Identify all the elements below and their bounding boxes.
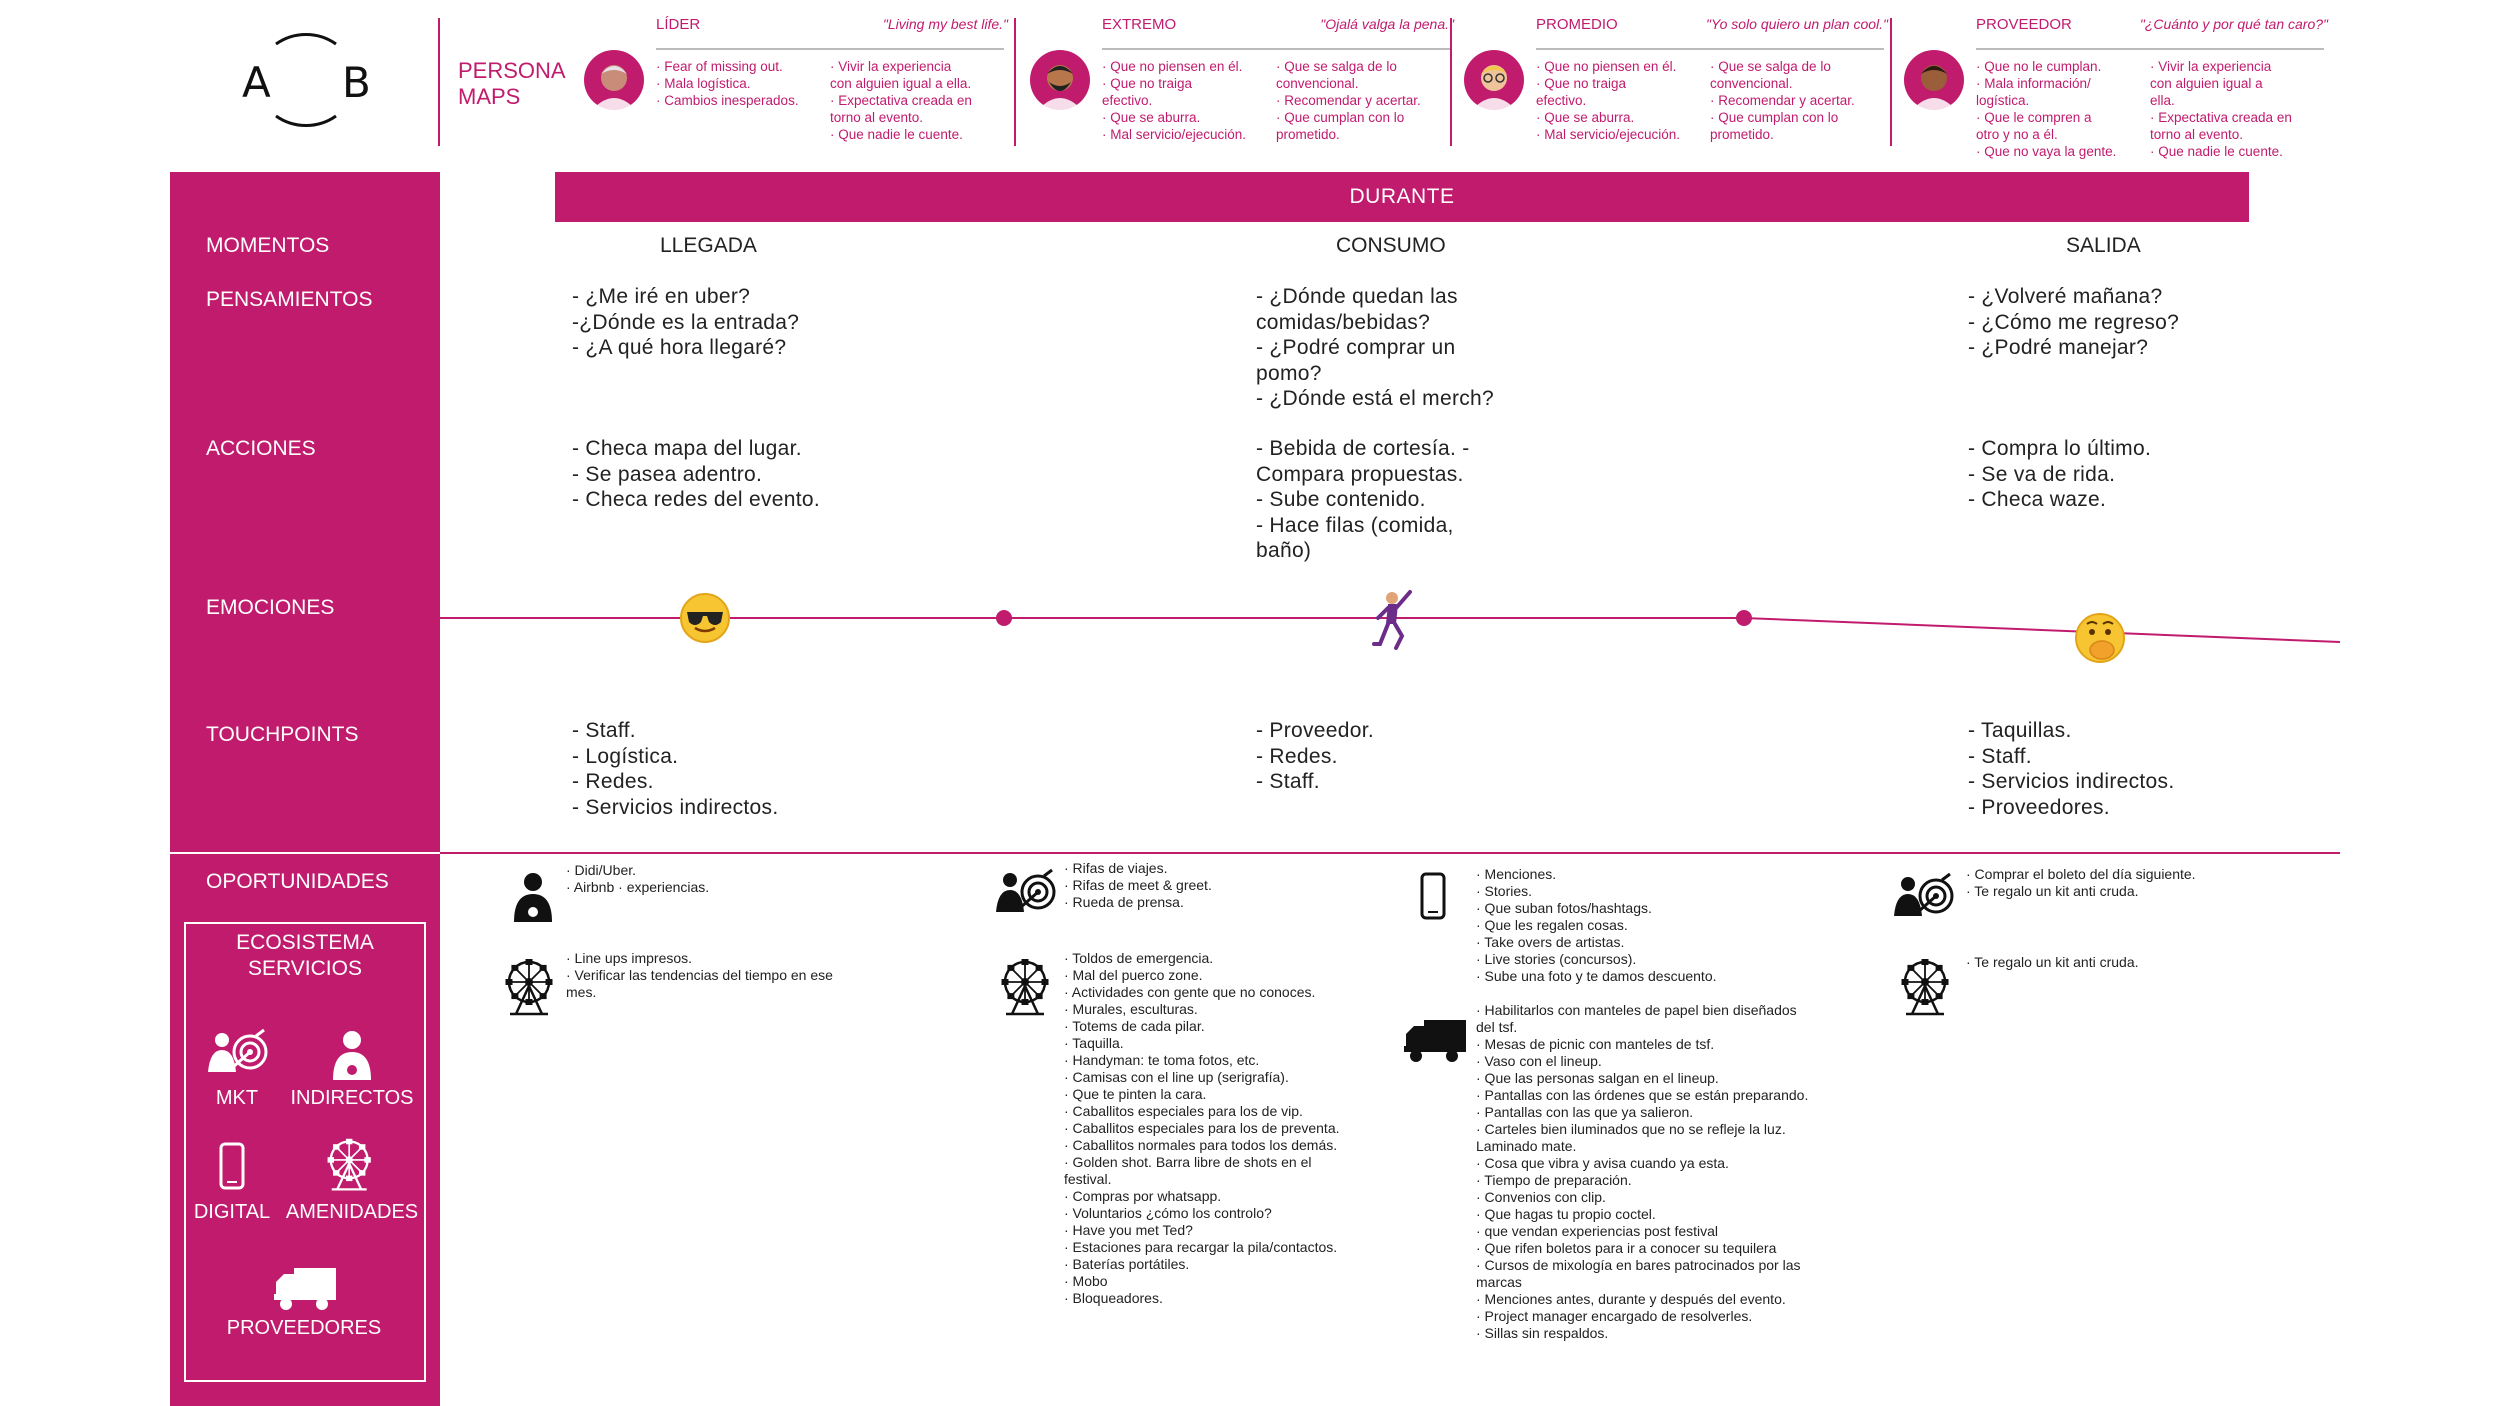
- list-item: mes.: [566, 984, 597, 1000]
- list-item: · Tiempo de preparación.: [1476, 1172, 1632, 1188]
- opportunities-salida-amenidades: [1966, 954, 2139, 971]
- list-item: · Que hagas tu propio coctel.: [1476, 1206, 1656, 1222]
- list-item: · Toldos de emergencia.: [1064, 950, 1214, 966]
- list-item: · Convenios con clip.: [1476, 1189, 1606, 1205]
- list-item: · Compras por whatsapp.: [1064, 1188, 1222, 1204]
- list-item: · Rifas de meet & greet.: [1064, 877, 1212, 893]
- logo-letter-a: A: [242, 58, 271, 107]
- persona-list-item: · Expectativa creada en: [2150, 110, 2292, 125]
- list-item: · Vaso con el lineup.: [1476, 1053, 1602, 1069]
- persona-maps-title-line: MAPS: [458, 84, 521, 109]
- row-label-pensamientos: PENSAMIENTOS: [206, 288, 373, 311]
- list-item: - Staff.: [1968, 744, 2032, 768]
- list-item: · Handyman: te toma fotos, etc.: [1064, 1052, 1260, 1068]
- ferris-wheel-icon: [1890, 956, 1960, 1020]
- persona-list-item: · Que no piensen en él.: [1102, 59, 1243, 74]
- list-item: · Baterías portátiles.: [1064, 1256, 1190, 1272]
- persona-list-item: · Cambios inesperados.: [656, 93, 799, 108]
- list-item: - Proveedores.: [1968, 795, 2110, 819]
- persona-list-item: · Que cumplan con lo: [1710, 110, 1839, 125]
- list-item: · Cosa que vibra y avisa cuando ya esta.: [1476, 1155, 1729, 1171]
- emotion-node: [1736, 610, 1752, 626]
- list-item: · Cursos de mixología en bares patrocinados por las: [1476, 1257, 1801, 1273]
- persona-list-item: · Que no traiga: [1102, 76, 1193, 91]
- list-item: Compara propuestas.: [1256, 462, 1464, 486]
- persona-name: EXTREMO: [1102, 16, 1177, 33]
- opportunities-consumo-amenidades: [1064, 950, 1340, 1307]
- legend-digital-label: DIGITAL: [193, 1201, 271, 1223]
- marketing-target-icon: [990, 868, 1062, 928]
- delivery-truck-icon: [1402, 1014, 1472, 1066]
- list-item: - ¿Dónde quedan las: [1256, 285, 1458, 308]
- list-item: · Caballitos especiales para los de vip.: [1064, 1103, 1303, 1119]
- emotion-node: [996, 610, 1012, 626]
- list-item: - Se va de rida.: [1968, 462, 2116, 486]
- list-item: · Te regalo un kit anti cruda.: [1966, 883, 2139, 899]
- list-item: · Que rifen boletos para ir a conocer su tequilera: [1476, 1240, 1777, 1256]
- list-item: -¿Dónde es la entrada?: [572, 310, 800, 334]
- persona-name: PROVEEDOR: [1976, 16, 2072, 33]
- persona-list-item: con alguien igual a: [2150, 76, 2263, 91]
- persona-list-item: logística.: [1976, 93, 2030, 108]
- persona-list-item: · Que no le cumplan.: [1976, 59, 2102, 74]
- persona-list-item: · Que nadie le cuente.: [830, 127, 963, 142]
- marketing-target-icon: [1888, 872, 1960, 932]
- ecosistema-title-line: ECOSISTEMA: [236, 931, 374, 954]
- persona-list-item: · Mal servicio/ejecución.: [1536, 127, 1681, 142]
- persona-list-item: convencional.: [1276, 76, 1359, 91]
- list-item: - Servicios indirectos.: [572, 795, 779, 819]
- moment-consumo: CONSUMO: [1336, 234, 1446, 257]
- persona-list-item: · Recomendar y acertar.: [1276, 93, 1421, 108]
- list-item: - ¿Podré manejar?: [1968, 336, 2149, 360]
- list-item: · Menciones antes, durante y después del evento.: [1476, 1291, 1786, 1307]
- persona-quote: "Yo solo quiero un plan cool.": [1706, 16, 1888, 32]
- list-item: · Stories.: [1476, 883, 1533, 899]
- persona-list-item: prometido.: [1710, 127, 1774, 142]
- list-item: - ¿A qué hora llegaré?: [572, 336, 787, 360]
- list-item: - Checa waze.: [1968, 488, 2107, 512]
- legend-amenidades-label: AMENIDADES: [285, 1201, 419, 1223]
- list-item: · Line ups impresos.: [566, 950, 693, 966]
- persona-name: LÍDER: [656, 16, 701, 33]
- persona-list-item: efectivo.: [1536, 93, 1587, 108]
- ferris-wheel-icon: [990, 956, 1060, 1020]
- opportunities-digital: [1476, 866, 1717, 985]
- list-item: - ¿Me iré en uber?: [572, 285, 751, 308]
- touchpoints-salida: [1968, 718, 2174, 820]
- list-item: festival.: [1064, 1171, 1112, 1187]
- row-label-oportunidades: OPORTUNIDADES: [206, 870, 389, 893]
- persona-list-item: · Que le compren a: [1976, 110, 2092, 125]
- persona-list-item: · Mala información/: [1976, 76, 2091, 91]
- list-item: comidas/bebidas?: [1256, 310, 1431, 334]
- list-item: · Voluntarios ¿cómo los controlo?: [1064, 1205, 1272, 1221]
- legend-proveedores-label: PROVEEDORES: [226, 1317, 382, 1339]
- list-item: - Staff.: [1256, 770, 1320, 794]
- list-item: · Take overs de artistas.: [1476, 934, 1625, 950]
- list-item: · Sube una foto y te damos descuento.: [1476, 968, 1717, 984]
- moment-salida: SALIDA: [2066, 234, 2141, 257]
- list-item: · Rifas de viajes.: [1064, 860, 1168, 876]
- list-item: pomo?: [1256, 361, 1322, 385]
- persona-quote: "Living my best life.": [882, 16, 1008, 32]
- opportunities-llegada-amenidades: [566, 950, 833, 1001]
- list-item: - Bebida de cortesía. -: [1256, 437, 1470, 460]
- list-item: · Rueda de prensa.: [1064, 894, 1184, 910]
- list-item: baño): [1256, 539, 1312, 563]
- opportunities-llegada-indirectos: [566, 862, 709, 896]
- persona-name: PROMEDIO: [1536, 16, 1618, 33]
- persona-list-item: · Que se aburra.: [1536, 110, 1635, 125]
- list-item: - Redes.: [572, 770, 654, 794]
- list-item: · Que las personas salgan en el lineup.: [1476, 1070, 1719, 1086]
- persona-list-item: · Recomendar y acertar.: [1710, 93, 1855, 108]
- list-item: - Staff.: [572, 719, 636, 742]
- list-item: del tsf.: [1476, 1019, 1518, 1035]
- list-item: · Mesas de picnic con manteles de tsf.: [1476, 1036, 1715, 1052]
- dancing-man-emoji-icon: [1374, 592, 1410, 648]
- list-item: · Caballitos normales para todos los demás.: [1064, 1137, 1338, 1153]
- list-item: marcas: [1476, 1274, 1522, 1290]
- ecosistema-title-line: SERVICIOS: [248, 957, 362, 980]
- list-item: · Habilitarlos con manteles de papel bien diseñados: [1476, 1002, 1797, 1018]
- list-item: - Hace filas (comida,: [1256, 513, 1454, 537]
- list-item: · Sillas sin respaldos.: [1476, 1325, 1609, 1341]
- list-item: · Murales, esculturas.: [1064, 1001, 1198, 1017]
- list-item: · Didi/Uber.: [566, 862, 637, 878]
- list-item: · Taquilla.: [1064, 1035, 1124, 1051]
- opportunities-salida-mkt: [1966, 866, 2196, 900]
- persona-list-item: torno al evento.: [2150, 127, 2244, 142]
- list-item: · Live stories (concursos).: [1476, 951, 1637, 967]
- persona-list-item: prometido.: [1276, 127, 1340, 142]
- persona-list-item: torno al evento.: [830, 110, 924, 125]
- row-label-acciones: ACCIONES: [206, 437, 316, 460]
- logo-letter-b: B: [342, 58, 371, 107]
- persona-list-item: · Que se aburra.: [1102, 110, 1201, 125]
- list-item: · Mobo: [1064, 1273, 1108, 1289]
- list-item: - Taquillas.: [1968, 719, 2072, 742]
- list-item: - Logística.: [572, 744, 679, 768]
- list-item: - Sube contenido.: [1256, 488, 1426, 512]
- list-item: - Servicios indirectos.: [1968, 770, 2175, 794]
- list-item: · Mal del puerco zone.: [1064, 967, 1203, 983]
- persona-list-item: · Mal servicio/ejecución.: [1102, 127, 1247, 142]
- list-item: - ¿Podré comprar un: [1256, 336, 1456, 360]
- persona-list-item: · Que no vaya la gente.: [1976, 144, 2117, 159]
- list-item: · Actividades con gente que no conoces.: [1064, 984, 1316, 1000]
- list-item: · Estaciones para recargar la pila/contactos.: [1064, 1239, 1338, 1255]
- persona-quote: "Ojalá valga la pena.": [1320, 16, 1454, 32]
- list-item: · Totems de cada pilar.: [1064, 1018, 1205, 1034]
- list-item: · que vendan experiencias post festival: [1476, 1223, 1719, 1239]
- smartphone-icon: [1408, 872, 1458, 932]
- persona-list-item: · Que no piensen en él.: [1536, 59, 1677, 74]
- legend-indirectos-label: INDIRECTOS: [290, 1087, 414, 1109]
- persona-list-item: · Que se salga de lo: [1276, 59, 1397, 74]
- persona-list-item: · Vivir la experiencia: [830, 59, 952, 74]
- list-item: - ¿Cómo me regreso?: [1968, 310, 2180, 334]
- persona-list-item: con alguien igual a ella.: [830, 76, 972, 91]
- list-item: - Se pasea adentro.: [572, 462, 763, 486]
- list-item: Laminado mate.: [1476, 1138, 1577, 1154]
- list-item: - Compra lo último.: [1968, 437, 2152, 460]
- list-item: · Verificar las tendencias del tiempo en ese: [566, 967, 833, 983]
- list-item: - Checa redes del evento.: [572, 488, 820, 512]
- persona-list-item: efectivo.: [1102, 93, 1153, 108]
- list-item: · Que te pinten la cara.: [1064, 1086, 1207, 1102]
- persona-quote: "¿Cuánto y por qué tan caro?": [2139, 16, 2328, 32]
- phase-banner-durante: DURANTE: [555, 172, 2249, 222]
- persona-list-item: · Que se salga de lo: [1710, 59, 1831, 74]
- list-item: · Airbnb · experiencias.: [566, 879, 710, 895]
- list-item: · Project manager encargado de resolverles.: [1476, 1308, 1753, 1324]
- list-item: · Comprar el boleto del día siguiente.: [1966, 866, 2196, 882]
- list-item: - ¿Dónde está el merch?: [1256, 387, 1495, 411]
- persona-list-item: · Vivir la experiencia: [2150, 59, 2272, 74]
- touchpoints-consumo: [1256, 718, 1374, 795]
- list-item: - Proveedor.: [1256, 719, 1374, 742]
- list-item: · Menciones.: [1476, 866, 1557, 882]
- legend-mkt-label: MKT: [215, 1087, 259, 1109]
- row-label-touchpoints: TOUCHPOINTS: [206, 723, 359, 746]
- persona-list-item: · Mala logística.: [656, 76, 751, 91]
- row-label-momentos: MOMENTOS: [206, 234, 330, 257]
- persona-list-item: · Que nadie le cuente.: [2150, 144, 2283, 159]
- persona-list-item: · Que no traiga: [1536, 76, 1627, 91]
- list-item: · Caballitos especiales para los de preventa.: [1064, 1120, 1340, 1136]
- persona-list-item: convencional.: [1710, 76, 1793, 91]
- list-item: - Checa mapa del lugar.: [572, 437, 802, 460]
- list-item: · Que suban fotos/hashtags.: [1476, 900, 1652, 916]
- list-item: · Pantallas con las órdenes que se están preparando.: [1476, 1087, 1809, 1103]
- persona-list-item: · Fear of missing out.: [656, 59, 783, 74]
- list-item: - ¿Volveré mañana?: [1968, 285, 2163, 308]
- persona-list-item: otro y no a él.: [1976, 127, 2058, 142]
- opportunities-proveedores: [1476, 1002, 1808, 1342]
- list-item: · Te regalo un kit anti cruda.: [1966, 954, 2139, 970]
- list-item: · Bloqueadores.: [1064, 1290, 1163, 1306]
- list-item: · Camisas con el line up (serigrafía).: [1064, 1069, 1289, 1085]
- list-item: · Que les regalen cosas.: [1476, 917, 1628, 933]
- persona-list-item: · Expectativa creada en: [830, 93, 972, 108]
- list-item: · Pantallas con las que ya salieron.: [1476, 1104, 1694, 1120]
- sunglasses-emoji-icon: [681, 594, 729, 642]
- row-label-emociones: EMOCIONES: [206, 596, 335, 619]
- ferris-wheel-icon: [494, 956, 564, 1020]
- persona-list-item: ella.: [2150, 93, 2175, 108]
- list-item: - Redes.: [1256, 744, 1338, 768]
- list-item: · Golden shot. Barra libre de shots en el: [1064, 1154, 1312, 1170]
- indirect-services-person-icon: [498, 870, 568, 930]
- oportunidades-divider: [440, 852, 2340, 854]
- persona-list-item: · Que cumplan con lo: [1276, 110, 1405, 125]
- hand-over-mouth-emoji-icon: [2076, 614, 2124, 662]
- moment-llegada: LLEGADA: [660, 234, 757, 257]
- touchpoints-llegada: [572, 718, 778, 820]
- persona-maps-title-line: PERSONA: [458, 58, 566, 83]
- list-item: · Have you met Ted?: [1064, 1222, 1193, 1238]
- opportunities-consumo-mkt: [1064, 860, 1212, 911]
- list-item: · Carteles bien iluminados que no se refleje la luz.: [1476, 1121, 1786, 1137]
